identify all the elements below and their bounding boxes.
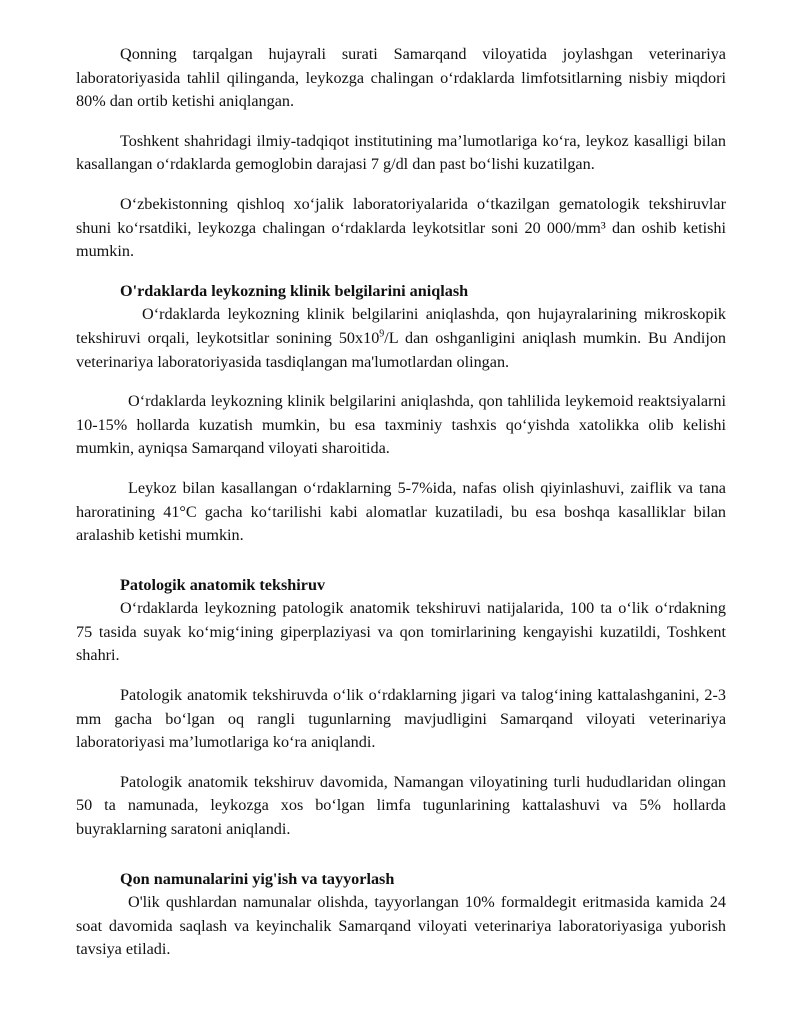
paragraph-leukemoid-reactions: O‘rdaklarda leykozning klinik belgilarini aniqlashda, qon tahlilida leykemoid reaktsiyalarni 10-15% hollarda kuzatish mumkin, bu esa taxminiy tashxis qo‘yishda xatolikka olib kelishi mumkin, ayniqsa Samarqand viloyati sharoitida.	[76, 392, 726, 458]
paragraph-bone-marrow: O‘rdaklarda leykozning patologik anatomik tekshiruvi natijalarida, 100 ta o‘lik o‘rdakning 75 tasida suyak ko‘mig‘ining giperplaziyasi va qon tomirlarining kengayishi kuzatildi, Toshkent shahri.	[76, 599, 726, 665]
document-page	[76, 43, 726, 962]
paragraph-microscopic-exam: O‘rdaklarda leykozning klinik belgilarini aniqlashda, qon hujayralarining mikroskopik tekshiruvi orqali, leykotsitlar sonining $50x10^9/L$ dan oshganligini aniqlash mumkin. Bu Andijon veterinariya laboratoriyasida tasdiqlangan ma'lumotlardan olingan.	[76, 305, 727, 371]
paragraph-leukocytes: O‘zbekistonning qishloq xo‘jalik laboratoriyalarida o‘tkazilgan gematologik tekshiruvlar shuni ko‘rsatdiki, leykozga chalingan o‘rdaklarda leykotsitlar soni 20 000/mm³ dan oshib ketishi mumkin.	[76, 194, 726, 261]
paragraph-formaldehyde: O'lik qushlardan namunalar olishda, tayyorlangan 10% formaldegit eritmasida kamida 24 soat davomida saqlash va keyinchalik Samarqand viloyati veterinariya laboratoriyasiga yuborish tavsiya etiladi.	[76, 893, 726, 959]
paragraph-lymphocytes: Qonning tarqalgan hujayrali surati Samarqand viloyatida joylashgan veterinariya laboratoriyasida tahlil qilinganda, leykozga chalingan o‘rdaklarda limfotsitlarning nisbiy miqdori 80% dan ortib ketishi aniqlangan.	[76, 45, 726, 111]
paragraph-liver-spleen: Patologik anatomik tekshiruvda o‘lik o‘rdaklarning jigari va talog‘ining kattalashganini, 2-3 mm gacha bo‘lgan oq rangli tugunlarning mavjudligini Samarqand viloyati veterinariya laboratoriyasi ma’lumotlariga ko‘ra aniqlandi.	[76, 686, 726, 752]
paragraph-symptoms: Leykoz bilan kasallangan o‘rdaklarning 5-7%ida, nafas olish qiyinlashuvi, zaiflik va tana haroratining 41°C gacha ko‘tarilishi kabi alomatlar kuzatiladi, bu esa boshqa kasalliklar bilan aralashib ketishi mumkin.	[76, 478, 726, 545]
heading-pathology: Patologik anatomik tekshiruv	[120, 575, 326, 594]
paragraph-hemoglobin: Toshkent shahridagi ilmiy-tadqiqot institutining ma’lumotlariga ko‘ra, leykoz kasalligi bilan kasallangan o‘rdaklarda gemoglobin darajasi 7 g/dl dan past bo‘lishi kuzatilgan.	[76, 131, 726, 174]
paragraph-lymph-nodes: Patologik anatomik tekshiruv davomida, Namangan viloyatining turli hududlaridan olingan 50 ta namunada, leykozga xos bo‘lgan limfa tugunlarining kattalashuvi va 5% hollarda buyraklarning saratoni aniqlandi.	[76, 772, 726, 839]
heading-blood-samples: Qon namunalarini yig'ish va tayyorlash	[120, 869, 395, 888]
heading-clinical-signs: O'rdaklarda leykozning klinik belgilarini aniqlash	[120, 281, 469, 300]
superscript-exponent: 9	[379, 328, 385, 340]
